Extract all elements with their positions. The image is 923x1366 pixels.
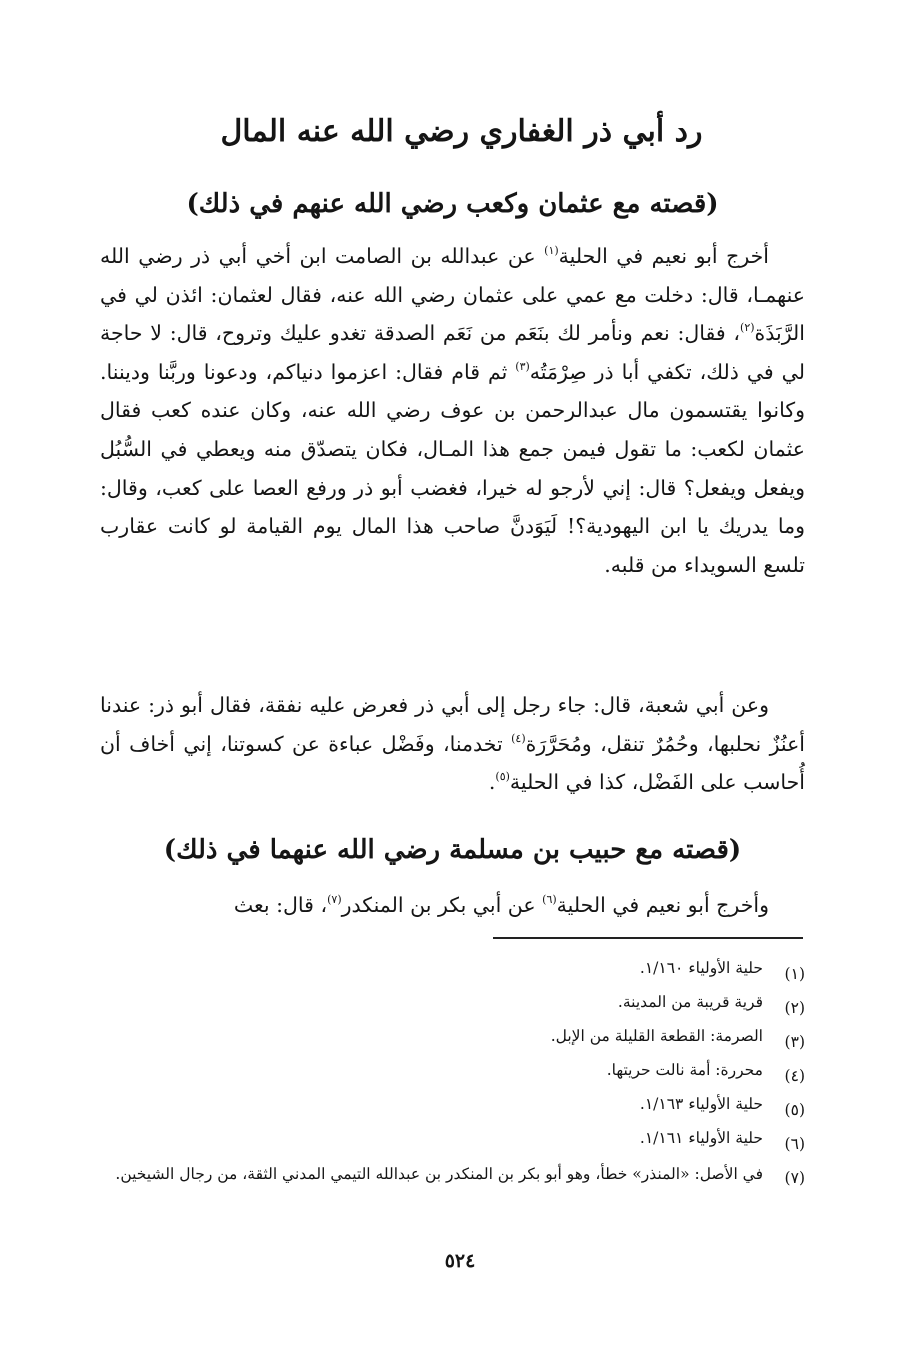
- paragraph-abu-bakr-ibn-munkadir: [100, 886, 805, 925]
- footnote-ref-4: (٤): [511, 731, 526, 745]
- footnote-ref-7: (٧): [327, 893, 342, 906]
- footnote-ref-2: (٢): [740, 321, 755, 335]
- footnote-text: في الأصل: «المنذر» خطأ، وهو أبو بكر بن المنكدر بن عبدالله التيمي المدني الثقة، من رجال الشيخين.: [115, 1165, 763, 1183]
- footnote-divider: [493, 937, 803, 939]
- paragraph-text: .: [488, 770, 496, 795]
- page-number: ٥٢٤: [444, 1250, 476, 1272]
- footnote-ref-6: (٦): [542, 893, 557, 906]
- footnote-text: محررة: أمة نالت حريتها.: [606, 1061, 763, 1079]
- paragraph-text: تخدمنا، وفَضْل عباءة عن كسوتنا، إني أخاف أن أُحاسب على الفَضْل، كذا في الحلية: [100, 731, 805, 795]
- footnote-text: الصرمة: القطعة القليلة من الإبل.: [550, 1027, 763, 1045]
- page-title: رد أبي ذر الغفاري رضي الله عنه المال: [220, 114, 703, 149]
- paragraph-text: أخرج أبو نعيم في الحلية: [558, 244, 770, 268]
- footnote-text: حلية الأولياء ١/١٦٣.: [639, 1095, 763, 1113]
- footnote-ref-1: (١): [544, 244, 559, 257]
- footnote-item: [95, 1057, 805, 1091]
- footnote-item: [95, 1023, 805, 1057]
- section-heading-uthman-kaab: (قصته مع عثمان وكعب رضي الله عنهم في ذلك): [186, 189, 719, 219]
- footnote-item: [95, 955, 805, 989]
- footnote-number: (٦): [784, 1135, 805, 1153]
- footnote-number: (٤): [784, 1067, 805, 1085]
- footnote-number: (٧): [784, 1169, 805, 1187]
- paragraph-abu-shuba: [100, 686, 805, 802]
- footnote-number: (٣): [784, 1033, 805, 1051]
- paragraph-text: ثم قام فقال: اعزموا دنياكم، ودعونا وربَّنا وديننا. وكانوا يقتسمون مال عبدالرحمن بن عوف رضي الله عنه، وكان عنده كعب فقال عثمان لكعب: ما تقول فيمن جمع هذا المـال، فكان يتصدّق منه ويعطي في السُّبُل ويفعل ويفعل؟ قال: إني لأرجو له خيرا، فغضب أبو ذر ورفع العصا على كعب، وقال: وما يدريك يا ابن اليهودية؟! لَيَوَدنَّ صاحب هذا المال يوم القيامة لو كانت عقارب تلسع السويداء من قلبه.: [100, 359, 805, 577]
- footnote-text: حلية الأولياء ١/١٦١.: [639, 1129, 763, 1147]
- paragraph-abdullah-ibn-samit: [100, 237, 805, 584]
- section-heading-habib-ibn-maslama: (قصته مع حبيب بن مسلمة رضي الله عنهما في ذلك): [163, 835, 742, 865]
- footnote-item: [95, 989, 805, 1023]
- footnote-item: [95, 1125, 805, 1159]
- footnote-text: حلية الأولياء ١/١٦٠.: [639, 959, 763, 977]
- footnote-text: قرية قريبة من المدينة.: [617, 993, 763, 1011]
- paragraph-text: وعن أبي شعبة، قال: جاء رجل إلى أبي ذر فعرض عليه نفقة، فقال أبو ذر: عندنا أعنُزٌ نحلبها، وحُمُرٌ تنقل، ومُحَرَّرَة: [100, 693, 805, 756]
- paragraph-text: ، قال: بعث: [233, 893, 328, 917]
- footnote-ref-3: (٣): [515, 359, 530, 373]
- footnotes-list: [95, 955, 805, 1193]
- footnote-number: (١): [784, 965, 805, 983]
- paragraph-text: وأخرج أبو نعيم في الحلية: [556, 893, 769, 917]
- paragraph-text: ، فقال: نعم ونأمر لك بنَعَم من نَعَم الصدقة تغدو عليك وتروح، قال: لا حاجة لي في ذلك، تكفي أبا ذر صِرْمَتُه: [100, 321, 805, 384]
- footnote-number: (٢): [784, 999, 805, 1017]
- paragraph-text: عن أبي بكر بن المنكدر: [341, 893, 543, 917]
- footnote-item: [95, 1159, 805, 1193]
- footnote-ref-5: (٥): [495, 770, 510, 784]
- footnote-item: [95, 1091, 805, 1125]
- footnote-number: (٥): [784, 1101, 805, 1119]
- paragraph-text: عن عبدالله بن الصامت ابن أخي أبي ذر رضي الله عنهمـا، قال: دخلت مع عمي على عثمان رضي الله عنه، فقال لعثمان: ائذن لي في الرَّبَذَة: [100, 244, 805, 346]
